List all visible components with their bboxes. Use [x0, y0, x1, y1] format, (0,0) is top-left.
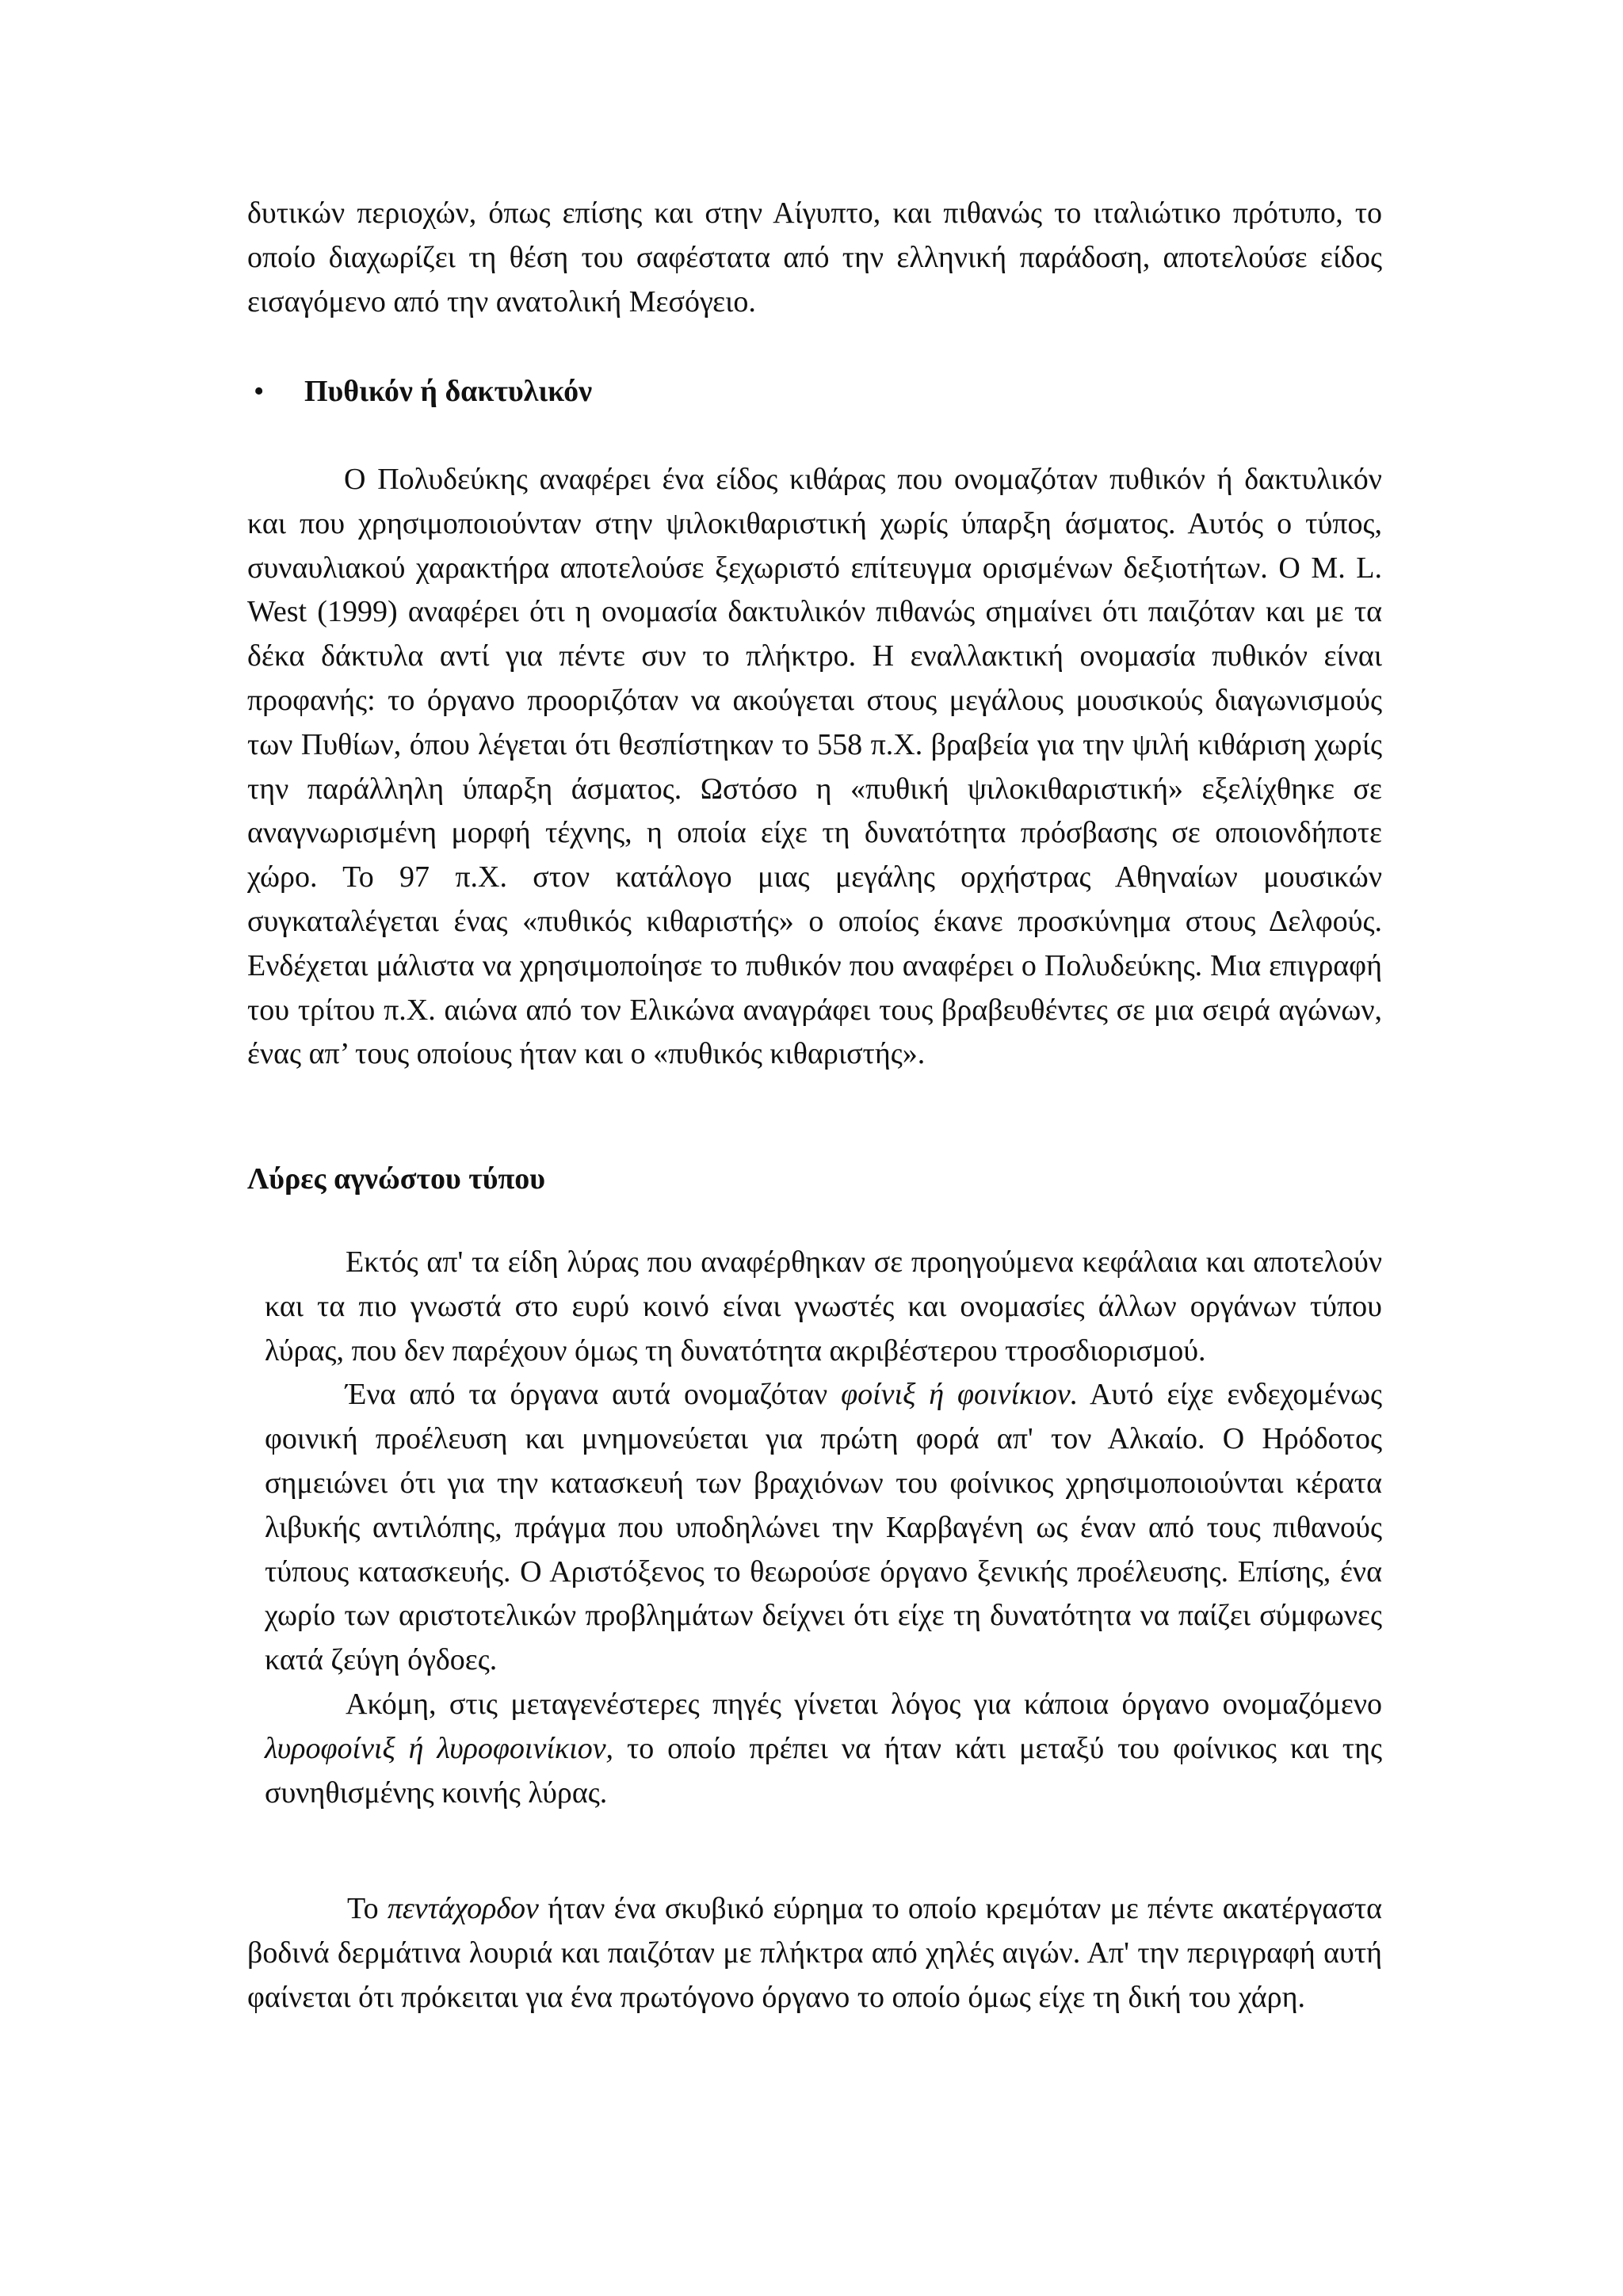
paragraph-4-text-before: Το	[347, 1892, 388, 1925]
paragraph-4-italic-term: πεντάχορδον	[387, 1892, 539, 1925]
unknown-lyres-paragraph-3	[265, 1683, 1382, 1815]
paragraph-2-text-before: Ένα από τα όργανα αυτά ονομαζόταν	[346, 1378, 842, 1412]
pythikon-paragraph-block	[247, 458, 1382, 1077]
pentachordon-paragraph-block	[247, 1887, 1382, 2019]
paragraph-2-text-after: Αυτό είχε ενδεχομένως φοινική προέλευση και μνημονεύεται για πρώτη φορά απ' τον Αλκαίο. Ο Ηρόδοτος σημειώνει ότι για την κατασκευή των βραχιόνων του φοίνικος χρησιμοποιούνται κέρατα λιβυκής αντιλόπης, πράγμα που υποδηλώνει την Καρβαγένη ως έναν από τους πιθανούς τύπους κατασκευής. Ο Αριστόξενος το θεωρούσε όργανο ξενικής προέλευσης. Επίσης, ένα χωρίο των αριστοτελικών προβλημάτων δείχνει ότι είχε τη δυνατότητα να παίζει σύμφωνες κατά ζεύγη όγδοες.	[265, 1378, 1383, 1677]
intro-paragraph-block	[247, 192, 1382, 324]
section-heading-unknown-lyres: Λύρες αγνώστου τύπου	[247, 1162, 545, 1196]
paragraph-4-text-after: ήταν ένα σκυβικό εύρημα το οποίο κρεμόταν με πέντε ακατέργαστα βοδινά δερμάτινα λουριά και παιζόταν με πλήκτρα από χηλές αιγών. Απ' την περιγραφή αυτή φαίνεται ότι πρόκειται για ένα πρωτόγονο όργανο το οποίο όμως είχε τη δική του χάρη.	[247, 1892, 1382, 2014]
paragraph-3-text-before: Ακόμη, στις μεταγενέστερες πηγές γίνεται λόγος για κάποια όργανο ονομαζόμενο	[346, 1687, 1382, 1721]
pythikon-paragraph: Ο Πολυδεύκης αναφέρει ένα είδος κιθάρας που ονομαζόταν πυθικόν ή δακτυλικόν και που χρησιμοποιούνταν στην ψιλοκιθαριστική χωρίς ύπαρξη άσματος. Αυτός ο τύπος, συναυλιακού χαρακτήρα αποτελούσε ξεχωριστό επίτευγμα ορισμένων δεξιοτήτων. Ο M. L. West (1999) αναφέρει ότι η ονομασία δακτυλικόν πιθανώς σημαίνει ότι παιζόταν και με τα δέκα δάκτυλα αντί για πέντε συν το πλήκτρο. Η εναλλακτική ονομασία πυθικόν είναι προφανής: το όργανο προοριζόταν να ακούγεται στους μεγάλους μουσικούς διαγωνισμούς των Πυθίων, όπου λέγεται ότι θεσπίστηκαν το 558 π.Χ. βραβεία για την ψιλή κιθάριση χωρίς την παράλληλη ύπαρξη άσματος. Ωστόσο η «πυθική ψιλοκιθαριστική» εξελίχθηκε σε αναγνωρισμένη μορφή τέχνης, η οποία είχε τη δυνατότητα πρόσβασης σε οποιονδήποτε χώρο. Το 97 π.Χ. στον κατάλογο μιας μεγάλης ορχήστρας Αθηναίων μουσικών συγκαταλέγεται ένας «πυθικός κιθαριστής» ο οποίος έκανε προσκύνημα στους Δελφούς. Ενδέχεται μάλιστα να χρησιμοποίησε το πυθικόν που αναφέρει ο Πολυδεύκης. Μια επιγραφή του τρίτου π.Χ. αιώνα από τον Ελικώνα αναγράφει τους βραβευθέντες σε μια σειρά αγώνων, ένας απ’ τους οποίους ήταν και ο «πυθικός κιθαριστής».	[247, 463, 1382, 1071]
unknown-lyres-paragraph-2	[265, 1373, 1382, 1683]
section-heading-pythikon: Πυθικόν ή δακτυλικόν	[304, 375, 593, 408]
paragraph-2-italic-term: φοίνιξ ή φοινίκιον.	[841, 1378, 1079, 1412]
unknown-lyres-paragraph-1: Εκτός απ' τα είδη λύρας που αναφέρθηκαν σε προηγούμενα κεφάλαια και αποτελούν και τα πιο γνωστά στο ευρύ κοινό είναι γνωστές και ονομασίες άλλων οργάνων τύπου λύρας, που δεν παρέχουν όμως τη δυνατότητα ακριβέστερου ττροσδιορισμού.	[265, 1245, 1382, 1367]
bullet-icon: •	[254, 375, 265, 408]
intro-paragraph: δυτικών περιοχών, όπως επίσης και στην Αίγυπτο, και πιθανώς το ιταλιώτικο πρότυπο, το οποίο διαχωρίζει τη θέση του σαφέστατα από την ελληνική παράδοση, αποτελούσε είδος εισαγόμενο από την ανατολική Μεσόγειο.	[247, 196, 1382, 318]
paragraph-3-italic-term: λυροφοίνιξ ή λυροφοινίκιον,	[265, 1731, 614, 1765]
paragraph-3-text-after: το οποίο πρέπει να ήταν κάτι μεταξύ του φοίνικος και της συνηθισμένης κοινής λύρας.	[265, 1731, 1382, 1810]
unknown-lyres-block	[265, 1241, 1382, 1815]
unknown-lyres-paragraph-4	[247, 1887, 1382, 2019]
